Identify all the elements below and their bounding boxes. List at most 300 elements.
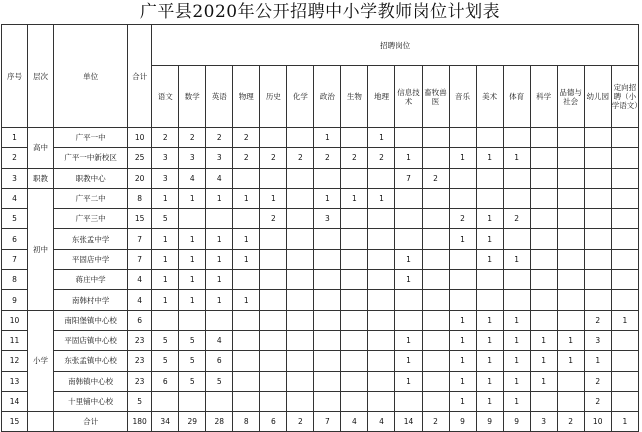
row-cell — [395, 229, 422, 249]
header-subject: 政治 — [314, 66, 341, 128]
row-cell — [260, 351, 287, 371]
row-cell — [287, 249, 314, 269]
row-level: 初中 — [28, 188, 54, 310]
row-cell — [611, 371, 638, 391]
row-index: 13 — [2, 371, 28, 391]
row-cell — [557, 391, 584, 411]
row-total: 7 — [128, 229, 152, 249]
row-index: 15 — [2, 412, 28, 432]
row-cell: 10 — [584, 412, 611, 432]
row-cell — [584, 290, 611, 310]
row-unit: 十里铺中心校 — [54, 391, 128, 411]
row-cell: 3 — [152, 168, 179, 188]
row-cell — [530, 391, 557, 411]
row-cell: 1 — [503, 371, 530, 391]
row-cell: 1 — [476, 391, 503, 411]
row-total: 10 — [128, 128, 152, 148]
row-cell — [611, 270, 638, 290]
row-cell: 2 — [233, 128, 260, 148]
row-cell — [422, 148, 449, 168]
header-subject: 品德与社会 — [557, 66, 584, 128]
row-cell: 1 — [449, 371, 476, 391]
row-cell: 3 — [314, 209, 341, 229]
row-unit: 平固店中学 — [54, 249, 128, 269]
row-cell — [449, 249, 476, 269]
row-cell: 1 — [395, 249, 422, 269]
row-cell: 2 — [287, 412, 314, 432]
row-cell: 5 — [152, 351, 179, 371]
row-level — [28, 412, 54, 432]
row-cell: 2 — [260, 148, 287, 168]
row-cell — [530, 290, 557, 310]
row-cell — [341, 270, 368, 290]
row-index: 14 — [2, 391, 28, 411]
header-subject: 美术 — [476, 66, 503, 128]
row-cell — [287, 371, 314, 391]
header-subject: 畜牧兽医 — [422, 66, 449, 128]
row-unit: 东张孟中学 — [54, 229, 128, 249]
header-index: 序号 — [2, 25, 28, 128]
row-cell — [341, 249, 368, 269]
row-cell: 4 — [179, 168, 206, 188]
row-cell — [530, 229, 557, 249]
row-cell: 1 — [395, 371, 422, 391]
row-cell — [314, 168, 341, 188]
row-cell: 3 — [179, 148, 206, 168]
row-cell: 1 — [449, 391, 476, 411]
row-cell: 1 — [179, 290, 206, 310]
row-cell — [260, 371, 287, 391]
row-index: 10 — [2, 310, 28, 330]
row-cell — [584, 188, 611, 208]
table-row — [2, 371, 639, 391]
row-cell: 1 — [503, 249, 530, 269]
row-cell — [422, 330, 449, 350]
row-cell — [233, 168, 260, 188]
row-cell: 1 — [395, 148, 422, 168]
row-cell — [206, 310, 233, 330]
row-cell — [260, 391, 287, 411]
row-cell — [152, 391, 179, 411]
row-unit: 南韩镇中心校 — [54, 371, 128, 391]
row-index: 4 — [2, 188, 28, 208]
row-cell — [557, 249, 584, 269]
row-cell — [206, 391, 233, 411]
row-cell — [233, 351, 260, 371]
row-total: 4 — [128, 270, 152, 290]
row-cell: 2 — [179, 128, 206, 148]
row-cell — [530, 270, 557, 290]
row-cell — [530, 249, 557, 269]
row-total: 20 — [128, 168, 152, 188]
row-index: 5 — [2, 209, 28, 229]
row-cell: 1 — [152, 290, 179, 310]
row-cell: 5 — [179, 351, 206, 371]
row-cell — [503, 128, 530, 148]
row-cell — [314, 330, 341, 350]
row-cell — [530, 188, 557, 208]
row-cell: 1 — [476, 209, 503, 229]
row-index: 12 — [2, 351, 28, 371]
row-cell — [287, 209, 314, 229]
header-level: 层次 — [28, 25, 54, 128]
row-cell — [476, 168, 503, 188]
row-cell: 1 — [557, 330, 584, 350]
row-cell: 1 — [179, 249, 206, 269]
row-cell: 1 — [449, 351, 476, 371]
row-cell — [422, 229, 449, 249]
row-cell — [557, 290, 584, 310]
table-row — [2, 229, 639, 249]
row-cell: 2 — [206, 128, 233, 148]
row-cell — [422, 371, 449, 391]
table-row — [2, 290, 639, 310]
row-cell: 1 — [206, 270, 233, 290]
header-row-top — [2, 25, 639, 66]
row-cell — [287, 290, 314, 310]
row-cell — [557, 229, 584, 249]
row-cell: 8 — [233, 412, 260, 432]
row-cell: 1 — [233, 229, 260, 249]
row-index: 11 — [2, 330, 28, 350]
row-cell: 1 — [152, 270, 179, 290]
row-cell: 5 — [206, 371, 233, 391]
table-row — [2, 188, 639, 208]
row-cell: 1 — [611, 310, 638, 330]
header-subject: 幼儿园 — [584, 66, 611, 128]
row-cell: 1 — [530, 351, 557, 371]
row-cell — [233, 391, 260, 411]
row-cell: 3 — [152, 148, 179, 168]
row-cell: 4 — [206, 330, 233, 350]
row-level: 高中 — [28, 128, 54, 169]
row-unit: 东张孟镇中心校 — [54, 351, 128, 371]
row-cell — [422, 249, 449, 269]
row-cell: 1 — [476, 229, 503, 249]
row-unit: 广平一中新校区 — [54, 148, 128, 168]
table-body — [2, 128, 639, 432]
row-cell — [179, 209, 206, 229]
table-row — [2, 310, 639, 330]
row-cell — [314, 371, 341, 391]
row-cell — [503, 188, 530, 208]
row-cell: 1 — [503, 351, 530, 371]
row-cell: 2 — [584, 391, 611, 411]
row-cell — [341, 371, 368, 391]
row-cell — [368, 351, 395, 371]
row-cell — [449, 168, 476, 188]
row-cell — [503, 168, 530, 188]
row-cell: 5 — [152, 209, 179, 229]
row-cell: 1 — [611, 412, 638, 432]
row-cell: 1 — [530, 330, 557, 350]
row-cell — [287, 391, 314, 411]
row-cell — [341, 168, 368, 188]
row-cell — [260, 168, 287, 188]
row-cell — [449, 188, 476, 208]
row-cell — [422, 290, 449, 310]
row-cell — [260, 290, 287, 310]
row-cell — [368, 270, 395, 290]
row-cell — [557, 168, 584, 188]
header-total: 合计 — [128, 25, 152, 128]
row-cell — [611, 168, 638, 188]
row-cell — [557, 310, 584, 330]
row-cell: 7 — [395, 168, 422, 188]
row-cell: 2 — [557, 412, 584, 432]
row-cell: 5 — [152, 330, 179, 350]
row-cell — [422, 128, 449, 148]
row-level: 小学 — [28, 310, 54, 411]
row-cell — [395, 209, 422, 229]
row-cell — [503, 290, 530, 310]
row-cell: 6 — [260, 412, 287, 432]
row-cell: 1 — [449, 148, 476, 168]
row-cell — [476, 188, 503, 208]
row-cell: 1 — [314, 128, 341, 148]
row-cell — [368, 168, 395, 188]
row-cell — [314, 229, 341, 249]
table-row — [2, 249, 639, 269]
row-cell — [476, 128, 503, 148]
row-cell: 2 — [422, 168, 449, 188]
header-subject: 体育 — [503, 66, 530, 128]
row-cell: 4 — [206, 168, 233, 188]
row-cell — [422, 351, 449, 371]
row-level: 职教 — [28, 168, 54, 188]
row-index: 1 — [2, 128, 28, 148]
row-cell: 1 — [206, 249, 233, 269]
row-total: 5 — [128, 391, 152, 411]
row-cell: 1 — [503, 391, 530, 411]
row-cell — [530, 148, 557, 168]
row-cell — [584, 168, 611, 188]
row-cell: 2 — [368, 148, 395, 168]
row-cell: 1 — [152, 249, 179, 269]
row-cell — [611, 229, 638, 249]
row-cell: 3 — [584, 330, 611, 350]
row-cell — [341, 209, 368, 229]
header-subject: 音乐 — [449, 66, 476, 128]
row-total: 180 — [128, 412, 152, 432]
row-cell — [584, 128, 611, 148]
row-cell: 9 — [476, 412, 503, 432]
row-total: 23 — [128, 351, 152, 371]
row-cell: 1 — [206, 188, 233, 208]
row-cell — [611, 148, 638, 168]
row-cell — [341, 290, 368, 310]
row-cell — [314, 351, 341, 371]
row-total: 25 — [128, 148, 152, 168]
row-cell — [341, 330, 368, 350]
row-cell — [476, 270, 503, 290]
row-cell — [530, 168, 557, 188]
row-cell: 29 — [179, 412, 206, 432]
row-cell: 2 — [449, 209, 476, 229]
row-cell: 1 — [341, 188, 368, 208]
row-cell: 1 — [152, 229, 179, 249]
row-cell — [314, 310, 341, 330]
row-cell — [368, 290, 395, 310]
row-cell: 1 — [206, 290, 233, 310]
row-cell — [422, 391, 449, 411]
recruitment-table — [1, 24, 642, 432]
row-cell: 2 — [287, 148, 314, 168]
row-cell: 2 — [584, 310, 611, 330]
row-cell: 1 — [206, 229, 233, 249]
row-cell: 1 — [260, 188, 287, 208]
row-cell — [584, 249, 611, 269]
row-cell — [368, 209, 395, 229]
header-subject: 历史 — [260, 66, 287, 128]
row-cell — [368, 391, 395, 411]
row-cell — [341, 391, 368, 411]
row-cell: 2 — [314, 148, 341, 168]
row-cell — [611, 351, 638, 371]
row-cell: 1 — [476, 249, 503, 269]
row-cell: 34 — [152, 412, 179, 432]
row-cell — [449, 128, 476, 148]
row-cell — [503, 270, 530, 290]
row-unit: 广平三中 — [54, 209, 128, 229]
page-title: 广平县2020年公开招聘中小学教师岗位计划表 — [139, 2, 501, 22]
row-cell — [341, 310, 368, 330]
table-row — [2, 168, 639, 188]
row-cell — [395, 290, 422, 310]
row-cell — [611, 290, 638, 310]
row-cell: 2 — [503, 209, 530, 229]
row-cell — [449, 290, 476, 310]
row-index: 2 — [2, 148, 28, 168]
row-cell: 1 — [395, 351, 422, 371]
row-unit: 蒋庄中学 — [54, 270, 128, 290]
row-cell — [287, 128, 314, 148]
row-unit: 南韩村中学 — [54, 290, 128, 310]
row-cell: 1 — [503, 330, 530, 350]
row-total: 8 — [128, 188, 152, 208]
row-cell: 2 — [233, 148, 260, 168]
row-cell: 3 — [530, 412, 557, 432]
header-subject: 英语 — [206, 66, 233, 128]
row-cell — [422, 209, 449, 229]
row-cell — [530, 310, 557, 330]
row-cell — [395, 188, 422, 208]
row-cell: 1 — [233, 249, 260, 269]
row-cell — [287, 229, 314, 249]
row-cell: 6 — [152, 371, 179, 391]
row-cell — [260, 330, 287, 350]
header-subject: 化学 — [287, 66, 314, 128]
row-cell: 1 — [476, 330, 503, 350]
row-cell: 7 — [314, 412, 341, 432]
row-cell — [368, 229, 395, 249]
row-cell — [152, 310, 179, 330]
row-cell: 9 — [503, 412, 530, 432]
row-cell: 4 — [368, 412, 395, 432]
row-unit: 广平二中 — [54, 188, 128, 208]
row-cell: 2 — [422, 412, 449, 432]
row-cell — [341, 229, 368, 249]
row-cell — [314, 249, 341, 269]
row-cell: 1 — [395, 270, 422, 290]
header-unit: 单位 — [54, 25, 128, 128]
row-cell — [314, 270, 341, 290]
row-index: 8 — [2, 270, 28, 290]
row-total: 23 — [128, 371, 152, 391]
row-cell: 1 — [503, 310, 530, 330]
row-cell — [611, 391, 638, 411]
row-unit: 南阳堡镇中心校 — [54, 310, 128, 330]
row-cell: 2 — [584, 371, 611, 391]
header-subject: 物理 — [233, 66, 260, 128]
header-subject: 地理 — [368, 66, 395, 128]
row-cell: 1 — [368, 188, 395, 208]
row-cell: 3 — [206, 148, 233, 168]
table-row — [2, 128, 639, 148]
row-cell — [287, 188, 314, 208]
row-cell — [287, 351, 314, 371]
table-row — [2, 351, 639, 371]
table-row — [2, 391, 639, 411]
row-cell — [503, 229, 530, 249]
row-cell — [422, 310, 449, 330]
row-cell — [179, 310, 206, 330]
row-cell — [395, 310, 422, 330]
row-cell — [314, 391, 341, 411]
row-total: 15 — [128, 209, 152, 229]
row-cell: 1 — [476, 351, 503, 371]
row-total: 6 — [128, 310, 152, 330]
row-index: 9 — [2, 290, 28, 310]
row-cell: 1 — [449, 310, 476, 330]
row-cell — [476, 290, 503, 310]
row-cell: 1 — [584, 351, 611, 371]
row-cell — [611, 209, 638, 229]
row-unit: 职教中心 — [54, 168, 128, 188]
row-cell — [530, 128, 557, 148]
row-cell — [233, 371, 260, 391]
row-cell — [314, 290, 341, 310]
row-cell — [395, 391, 422, 411]
row-cell: 1 — [179, 229, 206, 249]
table-row — [2, 270, 639, 290]
row-index: 3 — [2, 168, 28, 188]
row-cell: 9 — [449, 412, 476, 432]
header-positions-group: 招聘岗位 — [152, 25, 639, 66]
row-cell: 2 — [341, 148, 368, 168]
row-cell — [260, 270, 287, 290]
header-subject: 生物 — [341, 66, 368, 128]
row-cell: 1 — [557, 351, 584, 371]
row-total: 23 — [128, 330, 152, 350]
row-cell — [368, 249, 395, 269]
row-cell: 28 — [206, 412, 233, 432]
row-cell — [233, 310, 260, 330]
row-cell: 14 — [395, 412, 422, 432]
row-cell: 1 — [233, 188, 260, 208]
row-cell: 1 — [233, 290, 260, 310]
row-cell: 1 — [449, 229, 476, 249]
row-cell — [611, 128, 638, 148]
header-subject: 科学 — [530, 66, 557, 128]
row-cell: 1 — [368, 128, 395, 148]
row-cell — [557, 371, 584, 391]
row-cell — [449, 270, 476, 290]
row-cell: 1 — [152, 188, 179, 208]
row-cell — [287, 330, 314, 350]
row-cell: 1 — [530, 371, 557, 391]
row-cell: 6 — [206, 351, 233, 371]
